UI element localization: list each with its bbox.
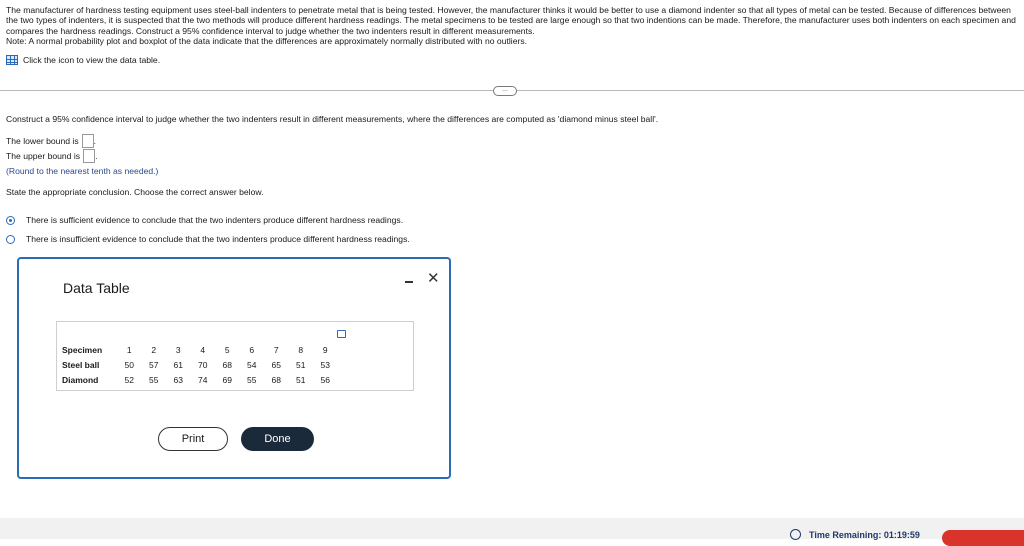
row-header: Steel ball (62, 359, 100, 370)
data-table-container (56, 321, 414, 391)
table-row (62, 342, 338, 357)
table-cell: 3 (175, 344, 181, 355)
table-cell: 74 (198, 374, 208, 385)
table-cell: 1 (126, 344, 132, 355)
lower-bound-input[interactable] (82, 134, 97, 148)
table-cell: 53 (320, 359, 330, 370)
time-remaining (790, 529, 920, 540)
table-cell: 70 (198, 359, 208, 370)
conclusion-prompt: State the appropriate conclusion. Choose the correct answer below. (6, 187, 264, 197)
submit-button[interactable] (942, 530, 1024, 546)
done-button[interactable]: Done (241, 427, 314, 451)
upper-bound-period: . (95, 151, 98, 161)
table-cell: 2 (151, 344, 157, 355)
problem-statement (6, 5, 1020, 47)
table-cell: 68 (222, 359, 232, 370)
data-table-link[interactable] (6, 55, 160, 65)
table-cell: 57 (149, 359, 159, 370)
problem-paragraph: The manufacturer of hardness testing equipment uses steel-ball indenters to penetrate metal that is being tested. However, the manufacturer thinks it would be better to use a diamond indenter so that all types of metal can be tested. Because of differences between the two types of indenters, it is suspected that the two methods will produce different hardness readings. The metal specimens to be tested are large enough so that two indentions can be made. Therefore, the manufacturer uses both indenters on each specimen and compares the hardness readings. Construct a 95% confidence interval to judge whether the two indenters result in different measurements. (6, 5, 1016, 36)
close-icon[interactable]: ✕ (427, 270, 440, 287)
time-remaining-label: Time Remaining: 01:19:59 (809, 529, 920, 540)
row-header: Diamond (62, 374, 99, 385)
question-text: Construct a 95% confidence interval to judge whether the two indenters result in different measurements, where the differences are computed as 'diamond minus steel ball'. (6, 114, 659, 124)
radio-sufficient[interactable] (6, 216, 15, 225)
table-cell: 56 (320, 374, 330, 385)
expand-button[interactable]: … (493, 86, 517, 96)
minimize-icon[interactable] (405, 281, 413, 283)
upper-bound-row (6, 149, 97, 163)
table-cell: 65 (271, 359, 281, 370)
row-header: Specimen (62, 344, 103, 355)
lower-bound-label: The lower bound is (6, 136, 79, 146)
table-cell: 54 (247, 359, 257, 370)
table-cell: 7 (273, 344, 279, 355)
copy-icon[interactable] (337, 330, 346, 338)
table-row (62, 357, 338, 372)
option-sufficient[interactable] (6, 215, 403, 225)
table-cell: 63 (173, 374, 183, 385)
option-insufficient[interactable] (6, 234, 410, 244)
table-cell: 50 (124, 359, 134, 370)
grid-table-icon[interactable] (6, 55, 18, 65)
data-table-link-label[interactable]: Click the icon to view the data table. (23, 55, 161, 65)
upper-bound-input[interactable] (83, 149, 98, 163)
table-cell: 4 (200, 344, 206, 355)
option-sufficient-label[interactable]: There is sufficient evidence to conclude that the two indenters produce different hardness readings. (26, 215, 404, 225)
modal-title: Data Table (63, 280, 130, 296)
table-row (62, 372, 338, 387)
table-cell: 55 (149, 374, 159, 385)
footer-bar (0, 518, 1024, 539)
lower-bound-period: . (93, 136, 97, 146)
table-cell: 68 (271, 374, 281, 385)
table-cell: 51 (296, 359, 306, 370)
table-cell: 69 (222, 374, 232, 385)
table-cell: 6 (249, 344, 255, 355)
problem-note: Note: A normal probability plot and boxplot of the data indicate that the differences are approximately normally distributed with no outliers. (6, 36, 528, 47)
upper-bound-label: The upper bound is (6, 151, 81, 161)
data-table-modal (17, 257, 451, 479)
option-insufficient-label[interactable]: There is insufficient evidence to conclude that the two indenters produce different hardness readings. (26, 234, 410, 244)
table-cell: 9 (322, 344, 328, 355)
table-cell: 5 (224, 344, 230, 355)
print-button[interactable]: Print (158, 427, 228, 451)
table-cell: 51 (296, 374, 306, 385)
lower-bound-row (6, 134, 96, 148)
table-cell: 8 (298, 344, 304, 355)
table-cell: 52 (124, 374, 134, 385)
table-cell: 61 (173, 359, 183, 370)
rounding-note: (Round to the nearest tenth as needed.) (6, 166, 159, 176)
clock-icon (790, 529, 801, 540)
radio-insufficient[interactable] (6, 235, 15, 244)
data-table (62, 342, 338, 387)
table-cell: 55 (247, 374, 257, 385)
